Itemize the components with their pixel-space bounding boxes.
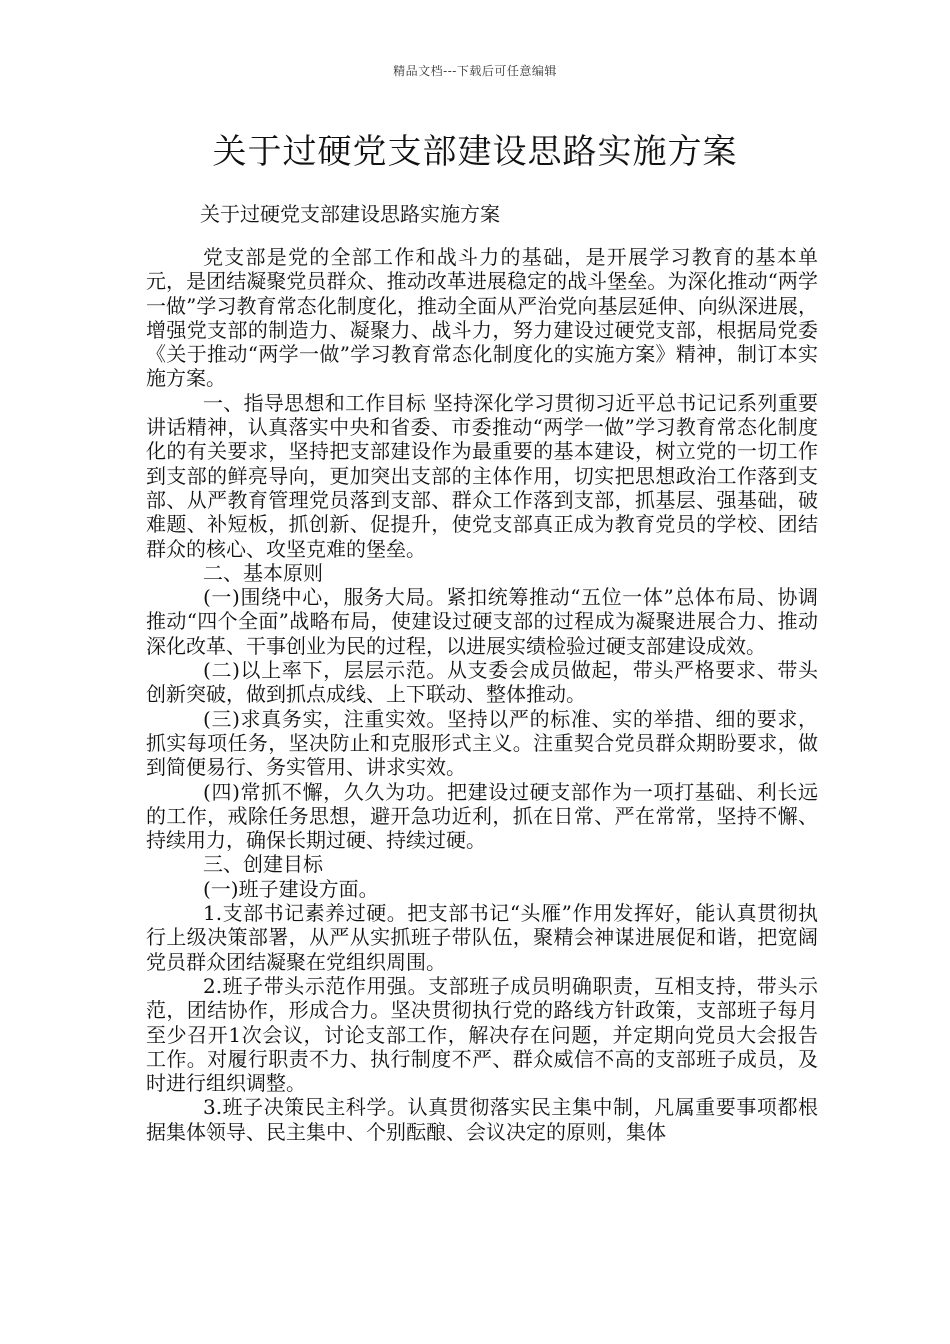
paragraph: 一、指导思想和工作目标 坚持深化学习贯彻习近平总书记记系列重要讲话精神，认真落实中央和省委、市委推动“两学一做”学习教育常态化制度化的有关要求，坚持把支部建设作为最重要的基本建设，树立党的一切工作到支部的鲜亮导向，更加突出支部的主体作用，切实把思想政治工作落到支部、从严教育管理党员落到支部、群众工作落到支部，抓基层、强基础，破难题、补短板，抓创新、促提升，使党支部真正成为教育党员的学校、团结群众的核心、攻坚克难的堡垒。 xyxy=(146,390,818,561)
header-note: 精品文档---下载后可任意编辑 xyxy=(393,64,557,78)
document-body xyxy=(146,245,818,1144)
paragraph: 党支部是党的全部工作和战斗力的基础，是开展学习教育的基本单元，是团结凝聚党员群众、推动改革进展稳定的战斗堡垒。为深化推动“两学一做”学习教育常态化制度化，推动全面从严治党向基层延伸、向纵深进展，增强党支部的制造力、凝聚力、战斗力，努力建设过硬党支部，根据局党委《关于推动“两学一做”学习教育常态化制度化的实施方案》精神，制订本实施方案。 xyxy=(146,245,818,391)
paragraph: 3.班子决策民主科学。认真贯彻落实民主集中制，凡属重要事项都根据集体领导、民主集中、个别酝酿、会议决定的原则，集体 xyxy=(146,1095,818,1144)
document-subtitle: 关于过硬党支部建设思路实施方案 xyxy=(200,202,500,226)
document-title: 关于过硬党支部建设思路实施方案 xyxy=(212,132,738,172)
subsection-heading: (一)班子建设方面。 xyxy=(203,876,379,901)
paragraph: (三)求真务实，注重实效。坚持以严的标准、实的举措、细的要求，抓实每项任务，坚决防止和克服形式主义。注重契合党员群众期盼要求，做到简便易行、务实管用、讲求实效。 xyxy=(146,706,818,780)
paragraph: 1.支部书记素养过硬。把支部书记“头雁”作用发挥好，能认真贯彻执行上级决策部署，从严从实抓班子带队伍，聚精会神谋进展促和谐，把宽阔党员群众团结凝聚在党组织周围。 xyxy=(146,901,818,974)
paragraph: (四)常抓不懈，久久为功。把建设过硬支部作为一项打基础、利长远的工作，戒除任务思想，避开急功近利，抓在日常、严在常常，坚持不懈、持续用力，确保长期过硬、持续过硬。 xyxy=(146,779,818,853)
section-heading: 三、创建目标 xyxy=(203,852,323,877)
section-heading: 二、基本原则 xyxy=(203,560,323,585)
paragraph: 2.班子带头示范作用强。支部班子成员明确职责，互相支持，带头示范，团结协作，形成合力。坚决贯彻执行党的路线方针政策，支部班子每月至少召开1次会议，讨论支部工作，解决存在问题，并定期向党员大会报告工作。对履行职责不力、执行制度不严、群众威信不高的支部班子成员，及时进行组织调整。 xyxy=(146,973,818,1096)
paragraph: (一)围绕中心，服务大局。紧扣统筹推动“五位一体”总体布局、协调推动“四个全面”战略布局，使建设过硬支部的过程成为凝聚进展合力、推动深化改革、干事创业为民的过程，以进展实绩检验过硬支部建设成效。 xyxy=(146,585,818,658)
paragraph: (二)以上率下，层层示范。从支委会成员做起，带头严格要求、带头创新突破，做到抓点成线、上下联动、整体推动。 xyxy=(146,658,818,707)
